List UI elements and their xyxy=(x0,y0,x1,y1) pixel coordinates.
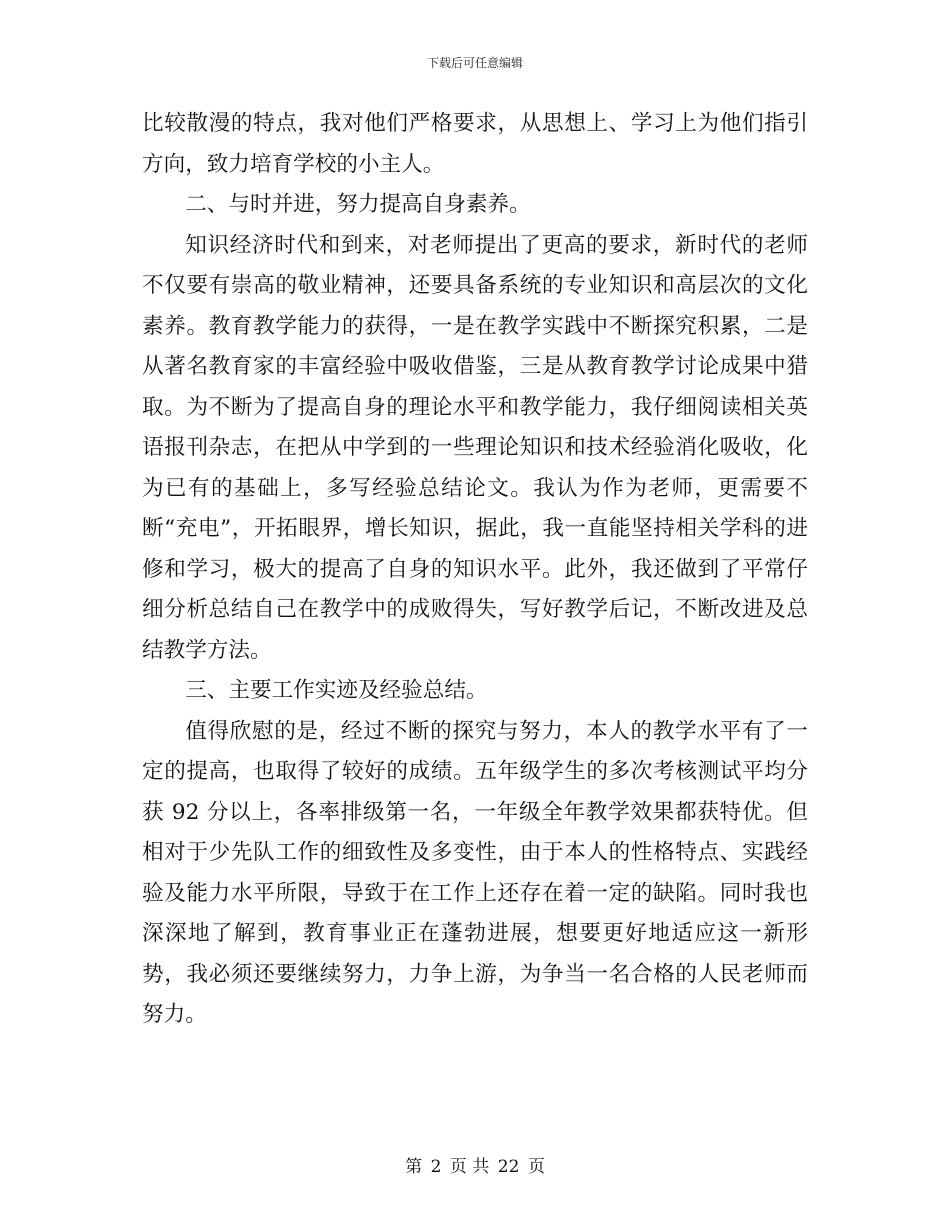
total-pages: 22 xyxy=(497,1157,520,1177)
document-body xyxy=(142,104,808,1036)
footer-middle: 页 共 xyxy=(449,1157,490,1177)
paragraph-professional-growth: 知识经济时代和到来，对老师提出了更高的要求，新时代的老师不仅要有崇高的敬业精神，还要具备系统的专业知识和高层次的文化素养。教育教学能力的获得，一是在教学实践中不断探究积累，二是从著名教育家的丰富经验中吸收借鉴，三是从教育教学讨论成果中猎取。为不断为了提高自身的理论水平和教学能力，我仔细阅读相关英语报刊杂志，在把从中学到的一些理论知识和技术经验消化吸收，化为已有的基础上，多写经验总结论文。我认为作为老师，更需要不断“充电”，开拓眼界，增长知识，据此，我一直能坚持相关学科的进修和学习，极大的提高了自身的知识水平。此外，我还做到了平常仔细分析总结自己在教学中的成败得失，写好教学后记，不断改进及总结教学方法。 xyxy=(142,232,808,663)
footer-prefix: 第 xyxy=(405,1157,423,1177)
section-heading-3: 三、主要工作实迹及经验总结。 xyxy=(185,678,488,703)
page-footer xyxy=(0,1152,950,1177)
page-header: 下载后可任意编辑 xyxy=(426,56,523,70)
page-number: 2 xyxy=(430,1157,442,1177)
footer-suffix: 页 xyxy=(527,1157,545,1177)
paragraph-achievements: 值得欣慰的是，经过不断的探究与努力，本人的教学水平有了一定的提高，也取得了较好的成绩。五年级学生的多次考核测试平均分获 92 分以上，各率排级第一名，一年级全年教学效果都获特优。但相对于少先队工作的细致性及多变性，由于本人的性格特点、实践经验及能力水平所限，导致于在工作上还存在着一定的缺陷。同时我也深深地了解到，教育事业正在蓬勃进展，想要更好地适应这一新形势，我必须还要继续努力，力争上游，为争当一名合格的人民老师而努力。 xyxy=(142,718,808,1027)
paragraph-continuation: 比较散漫的特点，我对他们严格要求，从思想上、学习上为他们指引方向，致力培育学校的小主人。 xyxy=(142,111,808,177)
section-heading-2: 二、与时并进，努力提高自身素养。 xyxy=(185,192,531,217)
